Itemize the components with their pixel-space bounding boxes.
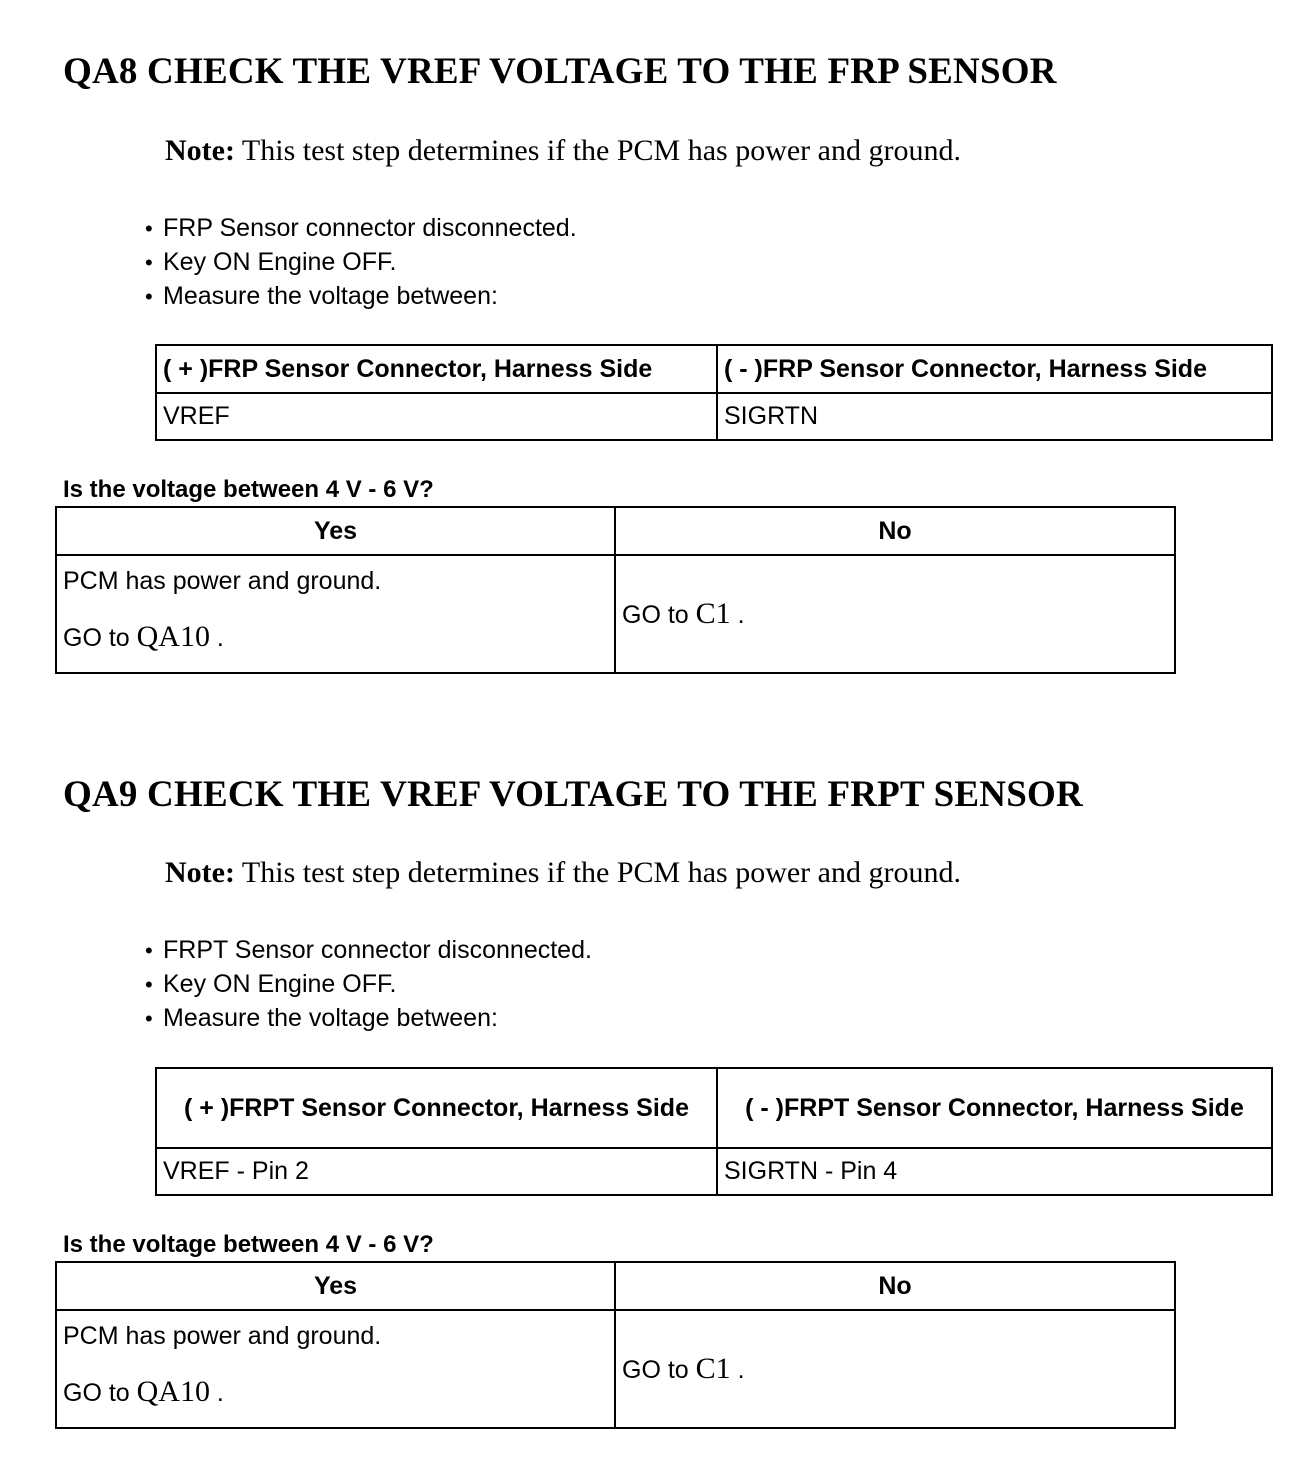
note-label: Note: [165,134,235,167]
list-item: • Measure the voltage between: [145,279,577,313]
yes-goto [63,1375,608,1409]
note-text: This test step determines if the PCM has power and ground. [234,856,961,889]
goto-end: . [730,1356,745,1384]
list-item: • Measure the voltage between: [145,1001,592,1035]
goto-link-c1[interactable]: C1 [695,597,731,630]
measurement-table-qa9 [155,1067,1273,1196]
yes-text: PCM has power and ground. [63,567,382,595]
goto-label: GO to [63,624,137,652]
result-table-qa9 [55,1261,1176,1429]
goto-end: . [209,1379,224,1407]
yes-header: Yes [56,507,615,555]
note-text: This test step determines if the PCM has power and ground. [234,134,961,167]
steps-list-qa9 [145,933,592,1035]
goto-end: . [209,624,224,652]
yes-cell [56,1310,615,1428]
section-heading-qa8: QA8 CHECK THE VREF VOLTAGE TO THE FRP SENSOR [63,51,1057,92]
goto-link-c1[interactable]: C1 [695,1352,731,1385]
yes-cell [56,555,615,673]
note-qa8 [165,134,961,168]
no-header: No [615,1262,1175,1310]
table-header: ( - )FRPT Sensor Connector, Harness Side [717,1068,1272,1148]
goto-link-qa10[interactable]: QA10 [136,620,210,653]
question-qa8: Is the voltage between 4 V - 6 V? [63,476,434,503]
measurement-table-qa8 [155,344,1273,441]
goto-label: GO to [63,1379,137,1407]
table-header: ( + )FRPT Sensor Connector, Harness Side [156,1068,717,1148]
list-item: • FRP Sensor connector disconnected. [145,211,577,245]
goto-label: GO to [622,601,696,629]
no-cell [615,555,1175,673]
goto-end: . [730,601,745,629]
steps-list-qa8 [145,211,577,313]
list-item: • FRPT Sensor connector disconnected. [145,933,592,967]
section-heading-qa9: QA9 CHECK THE VREF VOLTAGE TO THE FRPT SENSOR [63,774,1083,815]
list-item: • Key ON Engine OFF. [145,245,577,279]
yes-goto [63,620,608,654]
table-header: ( - )FRP Sensor Connector, Harness Side [717,345,1272,393]
table-cell: SIGRTN [717,393,1272,440]
table-cell: VREF - Pin 2 [156,1148,717,1195]
yes-text: PCM has power and ground. [63,1322,382,1350]
result-table-qa8 [55,506,1176,674]
no-header: No [615,507,1175,555]
table-cell: VREF [156,393,717,440]
goto-link-qa10[interactable]: QA10 [136,1375,210,1408]
yes-header: Yes [56,1262,615,1310]
note-qa9 [165,856,961,890]
table-header: ( + )FRP Sensor Connector, Harness Side [156,345,717,393]
note-label: Note: [165,856,235,889]
table-cell: SIGRTN - Pin 4 [717,1148,1272,1195]
question-qa9: Is the voltage between 4 V - 6 V? [63,1231,434,1258]
goto-label: GO to [622,1356,696,1384]
list-item: • Key ON Engine OFF. [145,967,592,1001]
no-cell [615,1310,1175,1428]
